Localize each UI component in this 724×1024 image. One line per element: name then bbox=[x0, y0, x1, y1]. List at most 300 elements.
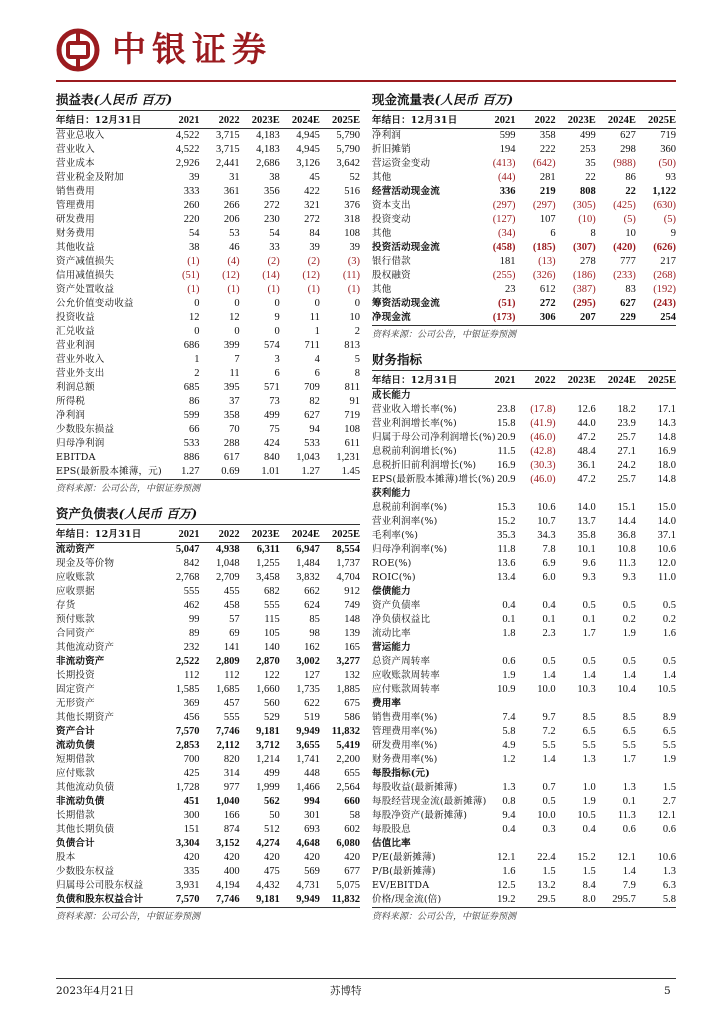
row-value: 36.8 bbox=[617, 530, 636, 541]
table-row bbox=[56, 283, 360, 297]
row-label: 股权融资 bbox=[372, 270, 411, 281]
row-value: (12) bbox=[302, 270, 320, 281]
row-value: 165 bbox=[344, 642, 360, 653]
row-label: 财务费用率(%) bbox=[372, 754, 438, 765]
row-label: 非流动资产 bbox=[56, 656, 105, 667]
row-value: 1,735 bbox=[296, 684, 320, 695]
row-label: 负债合计 bbox=[56, 838, 95, 849]
row-label: 其他流动负债 bbox=[56, 782, 115, 793]
row-value: 54 bbox=[269, 228, 280, 239]
row-label: 投资收益 bbox=[56, 312, 95, 323]
row-value: 108 bbox=[344, 228, 360, 239]
row-value: 457 bbox=[223, 698, 240, 709]
row-value: 4.9 bbox=[502, 740, 516, 751]
row-label: 总资产周转率 bbox=[372, 656, 431, 667]
row-value: 3,931 bbox=[175, 880, 200, 891]
table-row bbox=[56, 157, 360, 171]
row-value: (17.8) bbox=[530, 404, 556, 415]
row-value: 1,466 bbox=[296, 782, 320, 793]
row-value bbox=[515, 767, 555, 781]
row-value: 69 bbox=[229, 628, 240, 639]
row-value: 10.5 bbox=[657, 684, 676, 695]
row-value: 7,746 bbox=[215, 726, 240, 737]
row-value: 0.6 bbox=[662, 824, 676, 835]
row-value: 813 bbox=[344, 340, 360, 351]
row-value: 306 bbox=[515, 311, 555, 326]
row-value: 44.0 bbox=[577, 418, 596, 429]
row-value: 9 bbox=[670, 228, 676, 239]
table-row bbox=[56, 143, 360, 157]
row-label: 少数股东损益 bbox=[56, 424, 115, 435]
row-label: 合同资产 bbox=[56, 628, 95, 639]
row-value: 11,832 bbox=[320, 893, 360, 908]
row-value: (34) bbox=[497, 228, 516, 239]
row-value: 2.3 bbox=[542, 628, 556, 639]
row-value: (46.0) bbox=[530, 432, 556, 443]
row-value: 9.3 bbox=[622, 572, 636, 583]
row-value: 1,484 bbox=[296, 558, 320, 569]
row-value: 475 bbox=[263, 866, 280, 877]
row-value: 912 bbox=[344, 586, 360, 597]
row-value: 8.5 bbox=[582, 712, 596, 723]
row-value: 1.6 bbox=[502, 866, 516, 877]
row-value: 2,809 bbox=[215, 656, 240, 667]
row-value: 6.5 bbox=[582, 726, 596, 737]
row-value: 10.4 bbox=[617, 684, 636, 695]
row-value: 23 bbox=[504, 284, 516, 295]
row-label: 成长能力 bbox=[372, 390, 411, 401]
row-value: 0.8 bbox=[502, 796, 516, 807]
row-value: 599 bbox=[183, 410, 200, 421]
row-value: (233) bbox=[613, 270, 636, 281]
row-value: 10.0 bbox=[537, 810, 556, 821]
row-value bbox=[475, 487, 515, 501]
row-value bbox=[475, 767, 515, 781]
row-value: 7.4 bbox=[502, 712, 516, 723]
row-value: 571 bbox=[263, 382, 280, 393]
table-row bbox=[56, 395, 360, 409]
table-row bbox=[56, 213, 360, 227]
table-row bbox=[56, 725, 360, 739]
row-value: 7,746 bbox=[199, 893, 239, 908]
row-value: 14.4 bbox=[617, 516, 636, 527]
row-value: 675 bbox=[344, 698, 360, 709]
header-year: 2022 bbox=[199, 527, 239, 543]
row-value: 682 bbox=[263, 586, 280, 597]
row-value: 376 bbox=[344, 200, 360, 211]
row-label: 营业利润 bbox=[56, 340, 95, 351]
header-label: 年结日：12月31日 bbox=[372, 113, 475, 129]
row-value: 9.3 bbox=[582, 572, 596, 583]
row-value: 0.4 bbox=[502, 600, 516, 611]
row-value: 98 bbox=[309, 628, 320, 639]
row-label: 净现金流 bbox=[372, 311, 475, 326]
row-value: 0.2 bbox=[622, 614, 636, 625]
row-value: 660 bbox=[344, 796, 360, 807]
table-row bbox=[372, 809, 676, 823]
row-value: 14.8 bbox=[657, 474, 676, 485]
row-value: 85 bbox=[309, 614, 320, 625]
row-label: 固定资产 bbox=[56, 684, 95, 695]
row-value: 4,522 bbox=[175, 130, 200, 141]
row-value bbox=[515, 487, 555, 501]
row-label: 银行借款 bbox=[372, 256, 411, 267]
row-label: 净利润 bbox=[372, 130, 402, 141]
row-label: 费用率 bbox=[372, 698, 402, 709]
row-label: EPS(最新股本摊薄，元) bbox=[56, 465, 159, 480]
row-label: 其他收益 bbox=[56, 242, 95, 253]
row-value: 39 bbox=[349, 242, 360, 253]
row-label: 管理费用率(%) bbox=[372, 726, 438, 737]
row-value: 181 bbox=[499, 256, 516, 267]
header-year: 2025E bbox=[636, 113, 676, 129]
row-value: 1,660 bbox=[256, 684, 280, 695]
table-row bbox=[56, 795, 360, 809]
row-value: 13.7 bbox=[577, 516, 596, 527]
row-value: 1.5 bbox=[582, 866, 596, 877]
table-row bbox=[372, 781, 676, 795]
row-value: 14.0 bbox=[657, 516, 676, 527]
row-value bbox=[596, 487, 636, 501]
row-value: 356 bbox=[263, 186, 280, 197]
row-value: 1.6 bbox=[662, 628, 676, 639]
financial-ratios bbox=[372, 352, 676, 924]
income-statement bbox=[56, 92, 360, 496]
row-value: (243) bbox=[653, 298, 676, 309]
row-value: 1.9 bbox=[582, 796, 596, 807]
row-value: 2,686 bbox=[256, 158, 280, 169]
row-value: 3,715 bbox=[215, 144, 240, 155]
row-value: 6.5 bbox=[622, 726, 636, 737]
table-row bbox=[56, 641, 360, 655]
row-label: 流动负债 bbox=[56, 740, 95, 751]
row-value: 462 bbox=[183, 600, 200, 611]
row-value: (387) bbox=[572, 284, 596, 295]
row-label: 投资活动现金流 bbox=[372, 242, 440, 253]
row-value: 719 bbox=[660, 130, 676, 141]
row-value: 574 bbox=[263, 340, 280, 351]
row-value: 10.0 bbox=[537, 684, 556, 695]
row-value: 48.4 bbox=[577, 446, 596, 457]
table-row bbox=[372, 725, 676, 739]
row-value: 685 bbox=[183, 382, 200, 393]
row-value: 295.7 bbox=[596, 893, 636, 908]
balance-source-note: 资料来源：公司公告，中银证券预测 bbox=[56, 912, 201, 922]
row-value: 73 bbox=[269, 396, 280, 407]
row-value: (458) bbox=[492, 242, 516, 253]
table-row bbox=[372, 711, 676, 725]
row-label: 股本 bbox=[56, 852, 76, 863]
row-label: 净负债权益比 bbox=[372, 614, 431, 625]
row-value: 425 bbox=[183, 768, 200, 779]
row-value: 11.8 bbox=[497, 544, 516, 555]
ratios-source-note: 资料来源：公司公告，中银证券预测 bbox=[372, 912, 517, 922]
table-header-row bbox=[56, 113, 360, 129]
row-value: 35.8 bbox=[577, 530, 596, 541]
row-value: 555 bbox=[183, 586, 200, 597]
row-value bbox=[636, 697, 676, 711]
row-value: 2,926 bbox=[175, 158, 200, 169]
table-row bbox=[56, 879, 360, 893]
row-value: 0.5 bbox=[582, 656, 596, 667]
row-value: 222 bbox=[539, 144, 556, 155]
table-row bbox=[56, 325, 360, 339]
row-value: (11) bbox=[342, 270, 360, 281]
row-value: 1.7 bbox=[622, 754, 636, 765]
row-label: 其他流动资产 bbox=[56, 642, 115, 653]
row-value: (413) bbox=[492, 158, 516, 169]
row-value: 91 bbox=[349, 396, 360, 407]
table-row bbox=[56, 627, 360, 641]
row-value: 1 bbox=[194, 354, 200, 365]
row-value bbox=[596, 697, 636, 711]
row-value: 11 bbox=[229, 368, 240, 379]
row-value: (2) bbox=[267, 256, 280, 267]
row-value: 5,047 bbox=[175, 544, 200, 555]
row-value: 602 bbox=[344, 824, 360, 835]
row-value: 0.6 bbox=[622, 824, 636, 835]
row-value bbox=[515, 837, 555, 851]
row-value: 12.1 bbox=[497, 852, 516, 863]
row-value: 3,655 bbox=[296, 740, 320, 751]
row-value: 8.5 bbox=[622, 712, 636, 723]
row-value: 94 bbox=[309, 424, 320, 435]
row-value: 749 bbox=[344, 600, 360, 611]
table-row bbox=[372, 865, 676, 879]
table-row bbox=[56, 227, 360, 241]
row-value: (4) bbox=[227, 256, 240, 267]
row-label: 负债和股东权益合计 bbox=[56, 893, 159, 908]
row-value: 1.5 bbox=[662, 782, 676, 793]
row-value: 39 bbox=[309, 242, 320, 253]
row-value: (1) bbox=[187, 256, 200, 267]
row-value: 599 bbox=[499, 130, 516, 141]
table-row bbox=[56, 739, 360, 753]
row-value: 533 bbox=[183, 438, 200, 449]
row-value: 219 bbox=[539, 186, 556, 197]
row-value: 4,648 bbox=[296, 838, 320, 849]
row-value: 617 bbox=[223, 452, 240, 463]
row-value: 8 bbox=[590, 228, 596, 239]
row-value: (51) bbox=[497, 298, 516, 309]
row-value: 140 bbox=[263, 642, 280, 653]
row-label: 其他 bbox=[372, 284, 392, 295]
row-value bbox=[515, 641, 555, 655]
row-value: (186) bbox=[572, 270, 596, 281]
row-value: 54 bbox=[188, 228, 200, 239]
balance-table bbox=[56, 527, 360, 908]
row-value: 0 bbox=[194, 298, 200, 309]
table-row bbox=[372, 129, 676, 144]
row-value bbox=[636, 389, 676, 404]
row-value: 5.8 bbox=[502, 726, 516, 737]
row-value: 586 bbox=[344, 712, 360, 723]
row-value: (46.0) bbox=[530, 474, 556, 485]
row-label: 其他长期资产 bbox=[56, 712, 115, 723]
row-label: 营运资金变动 bbox=[372, 158, 431, 169]
row-value: 300 bbox=[183, 810, 200, 821]
row-value: 1.27 bbox=[159, 465, 199, 480]
row-value: (326) bbox=[532, 270, 556, 281]
row-label: EPS(最新股本摊薄)增长(%) bbox=[372, 474, 495, 485]
row-value: 9,949 bbox=[280, 893, 320, 908]
header-label: 年结日：12月31日 bbox=[56, 113, 159, 129]
row-value bbox=[596, 641, 636, 655]
row-value: 1.4 bbox=[542, 670, 556, 681]
row-value: 499 bbox=[263, 410, 280, 421]
row-value: 93 bbox=[665, 172, 676, 183]
row-value: 777 bbox=[620, 256, 636, 267]
row-value: 22 bbox=[625, 186, 636, 197]
row-value: 9.4 bbox=[502, 810, 516, 821]
footer-company: 苏博特 bbox=[330, 985, 362, 997]
balance-title: 资产负债表(人民币 百万) bbox=[56, 506, 360, 525]
row-value: (630) bbox=[653, 200, 676, 211]
cashflow-statement bbox=[372, 92, 676, 342]
row-label: 营业收入 bbox=[56, 144, 95, 155]
row-value: 655 bbox=[344, 768, 360, 779]
row-value: 458 bbox=[223, 600, 240, 611]
header-year: 2025E bbox=[320, 113, 360, 129]
row-value: 333 bbox=[183, 186, 200, 197]
row-value: 47.2 bbox=[577, 474, 596, 485]
row-label: 长期借款 bbox=[56, 810, 95, 821]
table-row bbox=[372, 459, 676, 473]
row-value: 840 bbox=[263, 452, 280, 463]
row-value: 9,181 bbox=[240, 893, 280, 908]
row-value: 662 bbox=[304, 586, 320, 597]
row-label: 归母净利润率(%) bbox=[372, 544, 448, 555]
right-column bbox=[372, 92, 676, 924]
row-value: 719 bbox=[344, 410, 360, 421]
table-row bbox=[56, 837, 360, 851]
row-value: (1) bbox=[227, 284, 240, 295]
row-value: 2,441 bbox=[215, 158, 240, 169]
table-row bbox=[372, 571, 676, 585]
row-value: 0.4 bbox=[502, 824, 516, 835]
row-value: 7,570 bbox=[175, 726, 200, 737]
row-value: 627 bbox=[620, 298, 636, 309]
row-value: (5) bbox=[623, 214, 636, 225]
row-value: 6.9 bbox=[542, 558, 556, 569]
row-value: 533 bbox=[304, 438, 320, 449]
header-year: 2024E bbox=[280, 527, 320, 543]
row-value: 519 bbox=[304, 712, 320, 723]
row-label: 应付账款周转率 bbox=[372, 684, 440, 695]
table-row bbox=[56, 599, 360, 613]
row-value: 10.3 bbox=[577, 684, 596, 695]
header-year: 2021 bbox=[475, 373, 515, 389]
row-label: 资产处置收益 bbox=[56, 284, 115, 295]
row-value: 2,709 bbox=[215, 572, 240, 583]
row-value: 358 bbox=[223, 410, 240, 421]
row-value: 612 bbox=[539, 284, 556, 295]
row-value: 314 bbox=[223, 768, 240, 779]
table-row bbox=[372, 697, 676, 711]
row-value bbox=[475, 585, 515, 599]
row-label: 归属母公司股东权益 bbox=[56, 880, 144, 891]
row-value: (1) bbox=[347, 284, 360, 295]
row-value: 10 bbox=[625, 228, 636, 239]
row-value: 20.9 bbox=[497, 432, 516, 443]
header-year: 2024E bbox=[280, 113, 320, 129]
row-label: 净利润 bbox=[56, 410, 86, 421]
row-value: 86 bbox=[625, 172, 636, 183]
row-value: 5.5 bbox=[582, 740, 596, 751]
row-label: 营运能力 bbox=[372, 642, 411, 653]
row-value: 217 bbox=[660, 256, 676, 267]
row-label: 每股股息 bbox=[372, 824, 411, 835]
row-value: 230 bbox=[263, 214, 280, 225]
row-value: 335 bbox=[183, 866, 200, 877]
row-value: 622 bbox=[304, 698, 320, 709]
row-value: 0.69 bbox=[199, 465, 239, 480]
row-value: (268) bbox=[653, 270, 676, 281]
table-row bbox=[56, 767, 360, 781]
row-label: ROE(%) bbox=[372, 558, 412, 569]
row-value: 0.6 bbox=[502, 656, 516, 667]
row-value: 361 bbox=[223, 186, 240, 197]
row-value: (42.8) bbox=[530, 446, 556, 457]
row-label: 研发费用 bbox=[56, 214, 95, 225]
row-value: 99 bbox=[188, 614, 200, 625]
table-row bbox=[56, 613, 360, 627]
row-value: 1.7 bbox=[582, 628, 596, 639]
row-value: 0.5 bbox=[542, 796, 556, 807]
row-value: 35 bbox=[585, 158, 596, 169]
row-value: (305) bbox=[572, 200, 596, 211]
row-value: 4,274 bbox=[256, 838, 280, 849]
row-label: 长期投资 bbox=[56, 670, 95, 681]
row-value: 0 bbox=[274, 326, 280, 337]
row-value: 14.8 bbox=[657, 432, 676, 443]
row-value: 627 bbox=[304, 410, 320, 421]
row-value: 709 bbox=[304, 382, 320, 393]
row-value: 12.6 bbox=[577, 404, 596, 415]
row-label: 应收账款周转率 bbox=[372, 670, 440, 681]
row-value: 0 bbox=[234, 298, 240, 309]
row-value: 37.1 bbox=[657, 530, 676, 541]
row-value: (295) bbox=[572, 298, 596, 309]
row-label: 信用减值损失 bbox=[56, 270, 115, 281]
row-value: 15.2 bbox=[497, 516, 516, 527]
footer-date: 2023年4月21日 bbox=[56, 985, 135, 997]
row-value: 84 bbox=[309, 228, 320, 239]
row-value: 31 bbox=[229, 172, 240, 183]
row-value: 4,704 bbox=[336, 572, 360, 583]
row-value: 1.3 bbox=[662, 866, 676, 877]
row-value: 10 bbox=[349, 312, 360, 323]
row-value: (44) bbox=[497, 172, 516, 183]
row-value: 22.4 bbox=[537, 852, 556, 863]
row-value: 89 bbox=[188, 628, 200, 639]
row-value: 422 bbox=[304, 186, 320, 197]
row-value: 360 bbox=[660, 144, 676, 155]
row-value bbox=[596, 585, 636, 599]
table-row bbox=[56, 809, 360, 823]
row-value: 336 bbox=[499, 186, 516, 197]
row-value: (13) bbox=[538, 256, 556, 267]
row-value: 1.4 bbox=[582, 670, 596, 681]
table-row bbox=[56, 311, 360, 325]
row-label: 应收票据 bbox=[56, 586, 95, 597]
header-divider bbox=[56, 80, 676, 82]
row-value: 1.01 bbox=[240, 465, 280, 480]
row-value: 3,832 bbox=[296, 572, 320, 583]
row-value: 529 bbox=[263, 712, 280, 723]
row-value: 0.5 bbox=[662, 656, 676, 667]
row-value: 15.8 bbox=[497, 418, 516, 429]
